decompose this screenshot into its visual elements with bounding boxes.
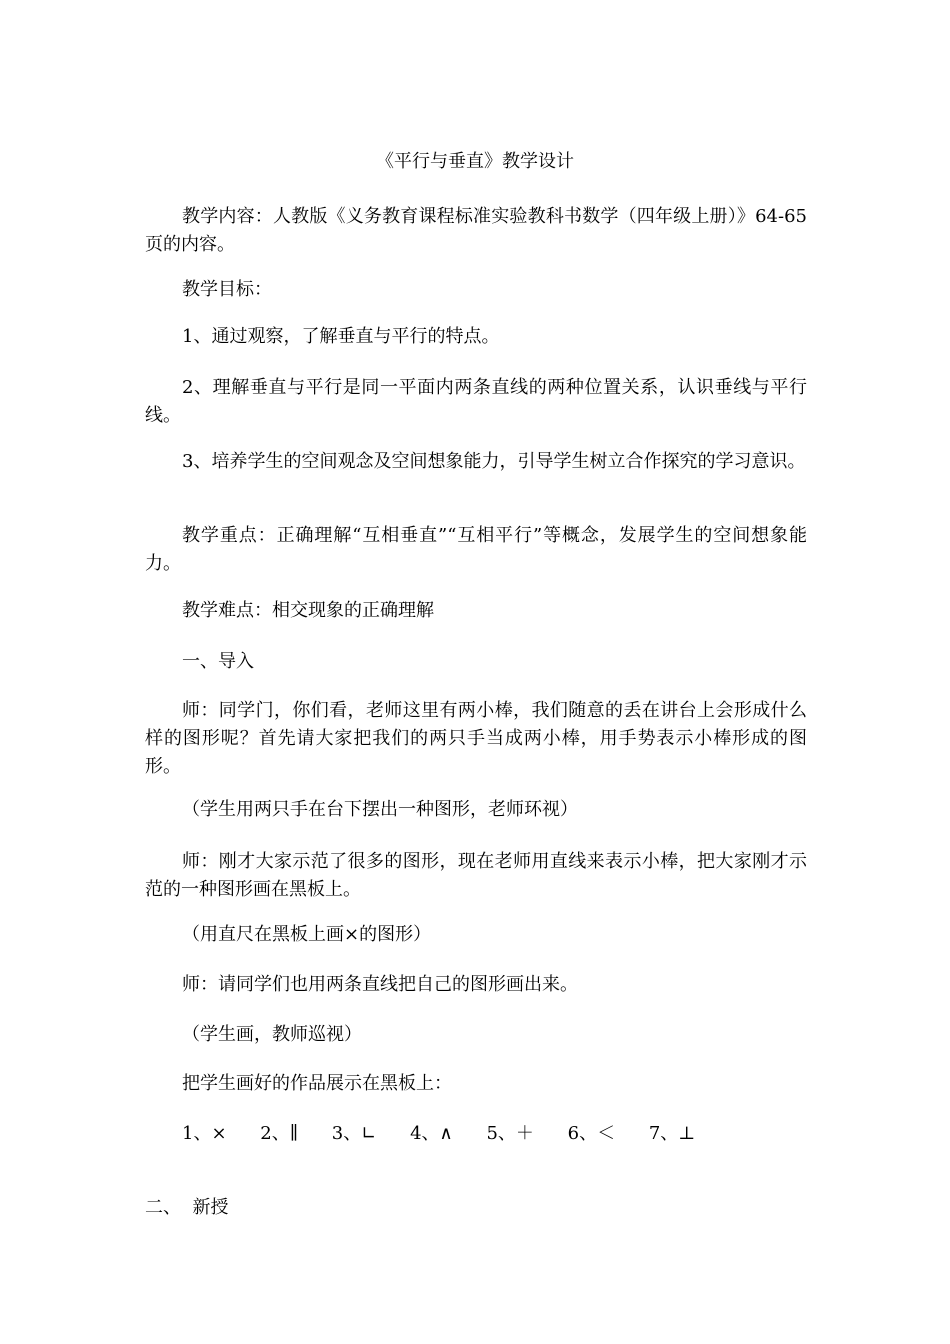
difficulty: 教学难点：相交现象的正确理解 [182, 600, 434, 621]
note-1: （学生用两只手在台下摆出一种图形，老师环视） [182, 799, 578, 820]
teaching-content: 教学内容：人教版《义务教育课程标准实验教科书数学（四年级上册）》64-65页的内容。 [145, 206, 807, 255]
figure-item: 5、＋ [486, 1123, 534, 1144]
objective-2: 2、理解垂直与平行是同一平面内两条直线的两种位置关系，认识垂线与平行线。 [145, 377, 807, 426]
objective-1: 1、通过观察，了解垂直与平行的特点。 [182, 326, 500, 347]
section-2-heading: 二、 新授 [145, 1197, 229, 1218]
figure-item: 4、∧ [410, 1123, 453, 1144]
objectives-heading: 教学目标： [182, 279, 272, 300]
key-point: 教学重点：正确理解“互相垂直”“互相平行”等概念，发展学生的空间想象能力。 [145, 525, 807, 574]
teacher-line-3: 师：请同学们也用两条直线把自己的图形画出来。 [182, 974, 578, 995]
objective-3: 3、培养学生的空间观念及空间想象能力，引导学生树立合作探究的学习意识。 [182, 451, 806, 472]
teacher-line-1: 师：同学门，你们看，老师这里有两小棒，我们随意的丢在讲台上会形成什么样的图形呢？首先请大家把我们的两只手当成两小棒，用手势表示小棒形成的图形。 [145, 700, 807, 777]
figure-item: 6、＜ [567, 1123, 616, 1144]
display-line: 把学生画好的作品展示在黑板上： [182, 1073, 452, 1094]
figure-item: 7、⊥ [648, 1123, 696, 1144]
document-title: 《平行与垂直》教学设计 [376, 151, 574, 172]
figure-list [182, 1120, 723, 1148]
figure-item: 3、∟ [331, 1123, 377, 1144]
section-1-heading: 一、导入 [182, 651, 254, 672]
figure-item: 1、× [182, 1123, 227, 1144]
note-3: （学生画，教师巡视） [182, 1024, 362, 1045]
figure-item: 2、∥ [260, 1123, 299, 1144]
teacher-line-2: 师：刚才大家示范了很多的图形，现在老师用直线来表示小棒，把大家刚才示范的一种图形画在黑板上。 [145, 851, 807, 900]
note-2: （用直尺在黑板上画×的图形） [182, 924, 432, 945]
